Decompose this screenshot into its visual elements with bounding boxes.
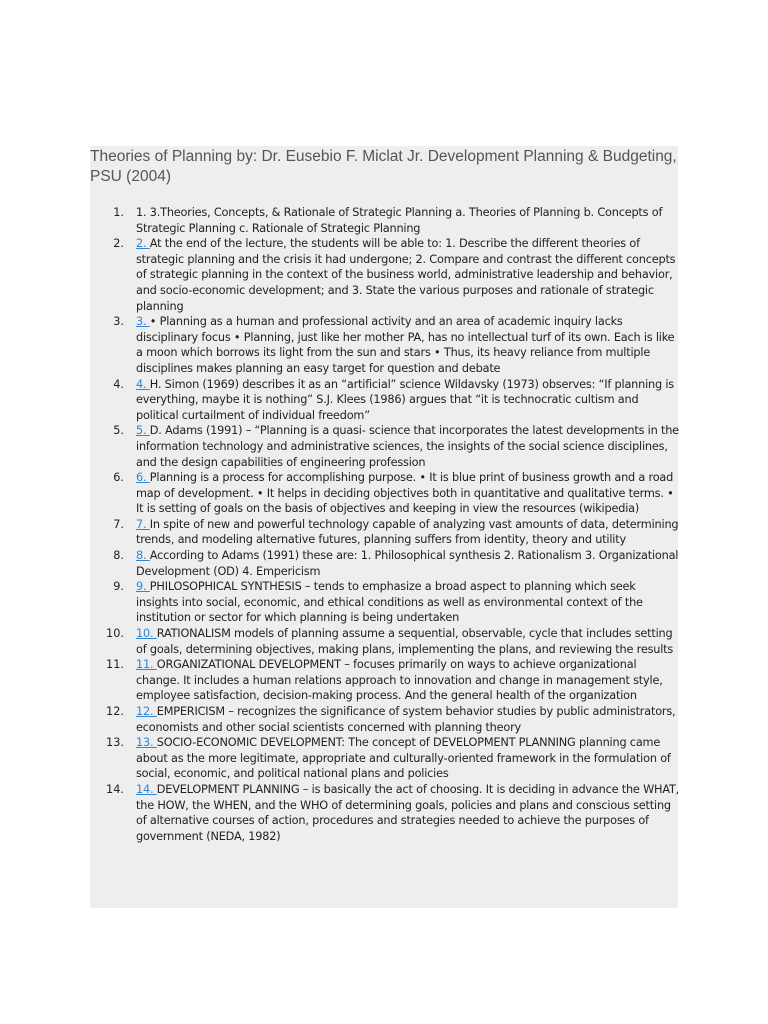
slide-link[interactable]: 14. xyxy=(136,782,157,796)
list-item xyxy=(113,236,680,314)
item-text: 1. 3.Theories, Concepts, & Rationale of Strategic Planning a. Theories of Planning b. Concepts of Strategic Planning c. Rationale of Strategic Planning xyxy=(136,206,663,235)
item-number: 3. xyxy=(113,315,124,329)
item-text: DEVELOPMENT PLANNING – is basically the act of choosing. It is deciding in advance the WHAT, the HOW, the WHEN, and the WHO of determining goals, policies and plans and conscious setting of alternative courses of action, procedures and strategies needed to achieve the purposes of government (NEDA, 1982) xyxy=(136,782,680,843)
item-text: Planning is a process for accomplishing purpose. • It is blue print of business growth and a road map of development. • It helps in deciding objectives both in quantitative and qualitative terms. • It is setting of goals on the basis of objectives and keeping in view the resources (wikipedia) xyxy=(136,471,674,516)
item-text: According to Adams (1991) these are: 1. Philosophical synthesis 2. Rationalism 3. Organizational Development (OD) 4. Empericism xyxy=(136,549,679,578)
slide-link[interactable]: 8. xyxy=(136,549,150,563)
list-item xyxy=(113,579,680,626)
item-text: RATIONALISM models of planning assume a sequential, observable, cycle that includes setting of goals, determining objectives, making plans, implementing the plans, and reviewing the results xyxy=(136,627,674,656)
item-text: At the end of the lecture, the students will be able to: 1. Describe the different theories of strategic planning and the crisis it had undergone; 2. Compare and contrast the different concepts of strategic planning in the context of the business world, administrative leadership and behavior, and socio-economic development; and 3. State the various purposes and rationale of strategic planning xyxy=(136,237,676,313)
slide-link[interactable]: 4. xyxy=(136,377,150,391)
list-item xyxy=(113,548,680,579)
list-item xyxy=(113,423,680,470)
slide-link[interactable]: 13. xyxy=(136,736,157,750)
item-number: 1. xyxy=(113,206,124,219)
item-number: 4. xyxy=(113,377,124,391)
item-text: ORGANIZATIONAL DEVELOPMENT – focuses primarily on ways to achieve organizational change. It includes a human relations approach to innovation and change in management style, employee satisfaction, decision-making process. And the general health of the organization xyxy=(136,658,663,703)
list-item xyxy=(106,704,680,735)
item-number: 6. xyxy=(113,471,124,485)
list-item xyxy=(106,626,680,657)
item-text: H. Simon (1969) describes it as an “artificial” science Wildavsky (1973) observes: “If planning is everything, maybe it is nothing” S.J. Klees (1986) argues that “it is technocratic cultism and political curtailment of individual freedom” xyxy=(136,377,674,422)
slide-link[interactable]: 10. xyxy=(136,627,157,641)
item-number: 7. xyxy=(113,517,124,531)
slide-link[interactable]: 9. xyxy=(136,580,150,594)
slide-link[interactable]: 7. xyxy=(136,517,150,531)
item-text: D. Adams (1991) – “Planning is a quasi- science that incorporates the latest developments in the information technology and administrative sciences, the insights of the social science disciplines, and the design capabilities of engineering profession xyxy=(136,424,679,469)
list-item xyxy=(113,314,680,376)
list-item xyxy=(106,782,680,844)
item-number: 5. xyxy=(113,424,124,438)
list-item xyxy=(113,205,680,236)
slide-link[interactable]: 5. xyxy=(136,424,150,438)
item-text: SOCIO-ECONOMIC DEVELOPMENT: The concept of DEVELOPMENT PLANNING planning came about as the more legitimate, appropriate and culturally-oriented framework in the formulation of social, economic, and political national plans and policies xyxy=(136,736,671,781)
slide-link[interactable]: 12. xyxy=(136,705,157,718)
item-text: EMPERICISM – recognizes the significance of system behavior studies by public administrators, economists and other social scientists concerned with planning theory xyxy=(136,705,676,734)
slide-link[interactable]: 2. xyxy=(136,237,150,251)
item-number: 14. xyxy=(106,782,124,796)
list-item xyxy=(113,470,680,517)
document-title: Theories of Planning by: Dr. Eusebio F. Miclat Jr. Development Planning & Budgeting, PSU (2004) xyxy=(90,148,677,185)
item-number: 2. xyxy=(113,237,124,251)
item-text: PHILOSOPHICAL SYNTHESIS – tends to emphasize a broad aspect to planning which seek insights into social, economic, and ethical conditions as well as environmental context of the institution or sector for which planning is being undertaken xyxy=(136,580,643,625)
item-text: In spite of new and powerful technology capable of analyzing vast amounts of data, determining trends, and modeling alternative futures, planning suffers from identity, theory and utility xyxy=(136,517,679,547)
list-item xyxy=(113,377,680,424)
item-number: 9. xyxy=(113,580,124,594)
list-item xyxy=(106,657,680,704)
item-number: 8. xyxy=(113,549,124,563)
item-number: 10. xyxy=(106,627,124,641)
list-item xyxy=(113,517,680,548)
item-text: • Planning as a human and professional activity and an area of academic inquiry lacks disciplinary focus • Planning, just like her mother PA, has no intellectual turf of its own. Each is like a moon which borrows its light from the sun and stars • Thus, its heavy reliance from multiple disciplines makes planning an easy target for question and debate xyxy=(136,315,675,375)
slide-link[interactable]: 3. xyxy=(136,315,150,329)
slide-link[interactable]: 11. xyxy=(136,658,157,672)
slide-list xyxy=(106,205,680,844)
item-number: 11. xyxy=(106,658,124,672)
item-number: 13. xyxy=(106,736,124,750)
slide-link[interactable]: 6. xyxy=(136,471,150,485)
list-item xyxy=(106,735,680,782)
item-number: 12. xyxy=(106,705,124,718)
